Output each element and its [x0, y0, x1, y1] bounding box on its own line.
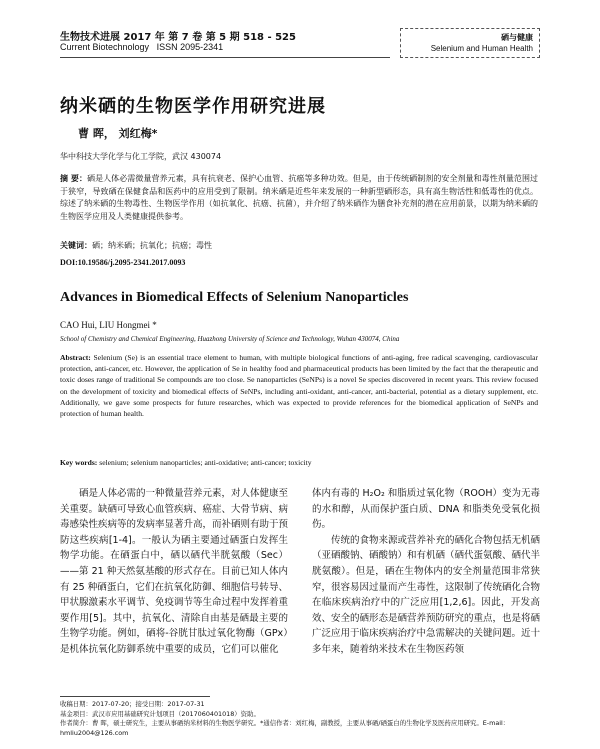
paper-title-en: Advances in Biomedical Effects of Selenium Nanoparticles — [60, 290, 409, 305]
footnote-funding: 基金项目：武汉市应用基础研究计划项目（2017060401018）资助。 — [60, 709, 260, 718]
keywords-en-label: Key words: — [60, 458, 98, 467]
abstract-en-text: Selenium (Se) is an essential trace element to human, with multiple biological functions of anti-aging, free radical scavenging, cardiovascular protection, anti-cancer, etc. However, the application of Se in healthy food and pharmaceutical products has been limited by the fact that the therapeutic and toxic doses range of traditional Se compounds are too close. Se nanoparticles (SeNPs) is a novel Se species discovered in recent years. This review focused on the development of toxicity and biomedical effects of SeNPs, including anti-oxidant, anti-cancer, anti-bacterial, potential as a dietary supplement, etc. Additionally, we gave some prospects for future researches, which was expected to provide references for the biomedical application of SeNPs and protection of human health. — [60, 353, 538, 419]
doi: DOI:10.19586/j.2095-2341.2017.0093 — [60, 258, 186, 267]
affiliation-cn: 华中科技大学化学与化工学院，武汉 430074 — [60, 152, 222, 161]
journal-header-cn — [60, 28, 296, 43]
journal-issn: ISSN 2095-2341 — [156, 42, 224, 52]
section-label-cn: 硒与健康 — [501, 33, 533, 42]
keywords-en — [60, 458, 312, 467]
header-rule — [60, 57, 390, 58]
journal-name-en: Current Biotechnology — [60, 42, 150, 52]
keywords-cn-text: 硒；纳米硒；抗氧化；抗癌；毒性 — [92, 241, 212, 250]
body-paragraph: 体内有毒的 H₂O₂ 和脂质过氧化物（ROOH）变为无毒的水和醇，从而保护蛋白质、DNA 和脂类免受氧化损伤。 — [312, 488, 540, 531]
journal-header-en — [60, 42, 223, 52]
abstract-cn-label: 摘 要： — [60, 174, 88, 183]
keywords-cn — [60, 240, 212, 251]
keywords-cn-label: 关键词： — [60, 241, 92, 250]
abstract-en — [60, 352, 538, 419]
footnote-received: 收稿日期：2017-07-20；接受日期：2017-07-31 — [60, 700, 205, 708]
authors-cn: 曹 晖， 刘红梅* — [78, 127, 158, 140]
footnote-rule — [60, 696, 210, 697]
journal-volume: 第 7 卷 — [168, 32, 203, 43]
affiliation-en: School of Chemistry and Chemical Engineering, Huazhong University of Science and Technology, Wuhan 430074, China — [60, 335, 400, 343]
abstract-cn-text: 硒是人体必需微量营养元素，具有抗衰老、保护心血管、抗癌等多种功效。但是，由于传统硒制剂的安全剂量和毒性剂量范围过于狭窄，导致硒在保健食品和医药中的应用受到了限制。纳米硒是近些年来发展的一种新型硒形态，具有高生物活性和低毒性的优点。综述了纳米硒的生物毒性、生物医学作用（如抗氧化、抗癌、抗菌），并介绍了纳米硒作为膳食补充剂的潜在应用前景，以期为纳米硒的生物医学应用及人类健康提供参考。 — [60, 174, 538, 221]
journal-year: 2017 年 — [123, 32, 165, 43]
abstract-en-label: Abstract: — [60, 353, 91, 362]
journal-issue: 第 5 期 — [205, 32, 240, 43]
journal-pages: 518 - 525 — [243, 32, 296, 43]
authors-en: CAO Hui, LIU Hongmei * — [60, 320, 157, 330]
section-label-en: Selenium and Human Health — [430, 44, 533, 53]
keywords-en-text: selenium; selenium nanoparticles; anti-oxidative; anti-cancer; toxicity — [99, 458, 312, 467]
section-label-box — [400, 28, 540, 58]
body-column-right — [312, 486, 540, 658]
journal-name-cn: 生物技术进展 — [60, 32, 120, 43]
abstract-cn — [60, 173, 538, 223]
body-paragraph: 传统的食物来源或营养补充的硒化合物包括无机硒（亚硒酸钠、硒酸钠）和有机硒（硒代蛋氨酸、硒代半胱氨酸）。但是，硒在生物体内的安全剂量范围非常狭窄，很容易因过量而产生毒性，这限制了传统硒化合物在临床疾病治疗中的广泛应用[1,2,6]。因此，开发高效、安全的硒形态是硒营养预防研究的重点，也是将硒广泛应用于临床疾病治疗中急需解决的关键问题。近十多年来，随着纳米技术在生物医药领 — [312, 534, 541, 655]
body-column-left — [60, 486, 288, 658]
paper-title-cn: 纳米硒的生物医学作用研究进展 — [60, 96, 326, 117]
body-paragraph: 硒是人体必需的一种微量营养元素，对人体健康至关重要。缺硒可导致心血管疾病、癌症、大骨节病、病毒感染性疾病等的发病率显著升高，而补硒则有助于预防这些疾病[1-4]。一般认为硒主要通过硒蛋白发挥生物学功能。在硒蛋白中，硒以硒代半胱氨酸（Sec）——第 21 种天然氨基酸的形式存在。目前已知人体内有 25 种硒蛋白，它们在抗氧化防御、细胞信号转导、甲状腺激素水平调节、免疫调节等生命过程中发挥着重要作用[5]。其中，抗氧化、清除自由基是硒最主要的生物学功能。例如，硒将-谷胱甘肽过氧化物酶（GPx）是机体抗氧化防御系统中重要的成员，它们可以催化 — [60, 488, 289, 655]
footnote-author-info: 作者简介：曹 晖，硕士研究生，主要从事硒纳米材料的生物医学研究。*通信作者：刘红梅，副教授，主要从事硒/硒蛋白的生物化学及医药应用研究。E-mail：hmliu2004@126.com — [60, 719, 510, 737]
footnotes — [60, 700, 540, 738]
